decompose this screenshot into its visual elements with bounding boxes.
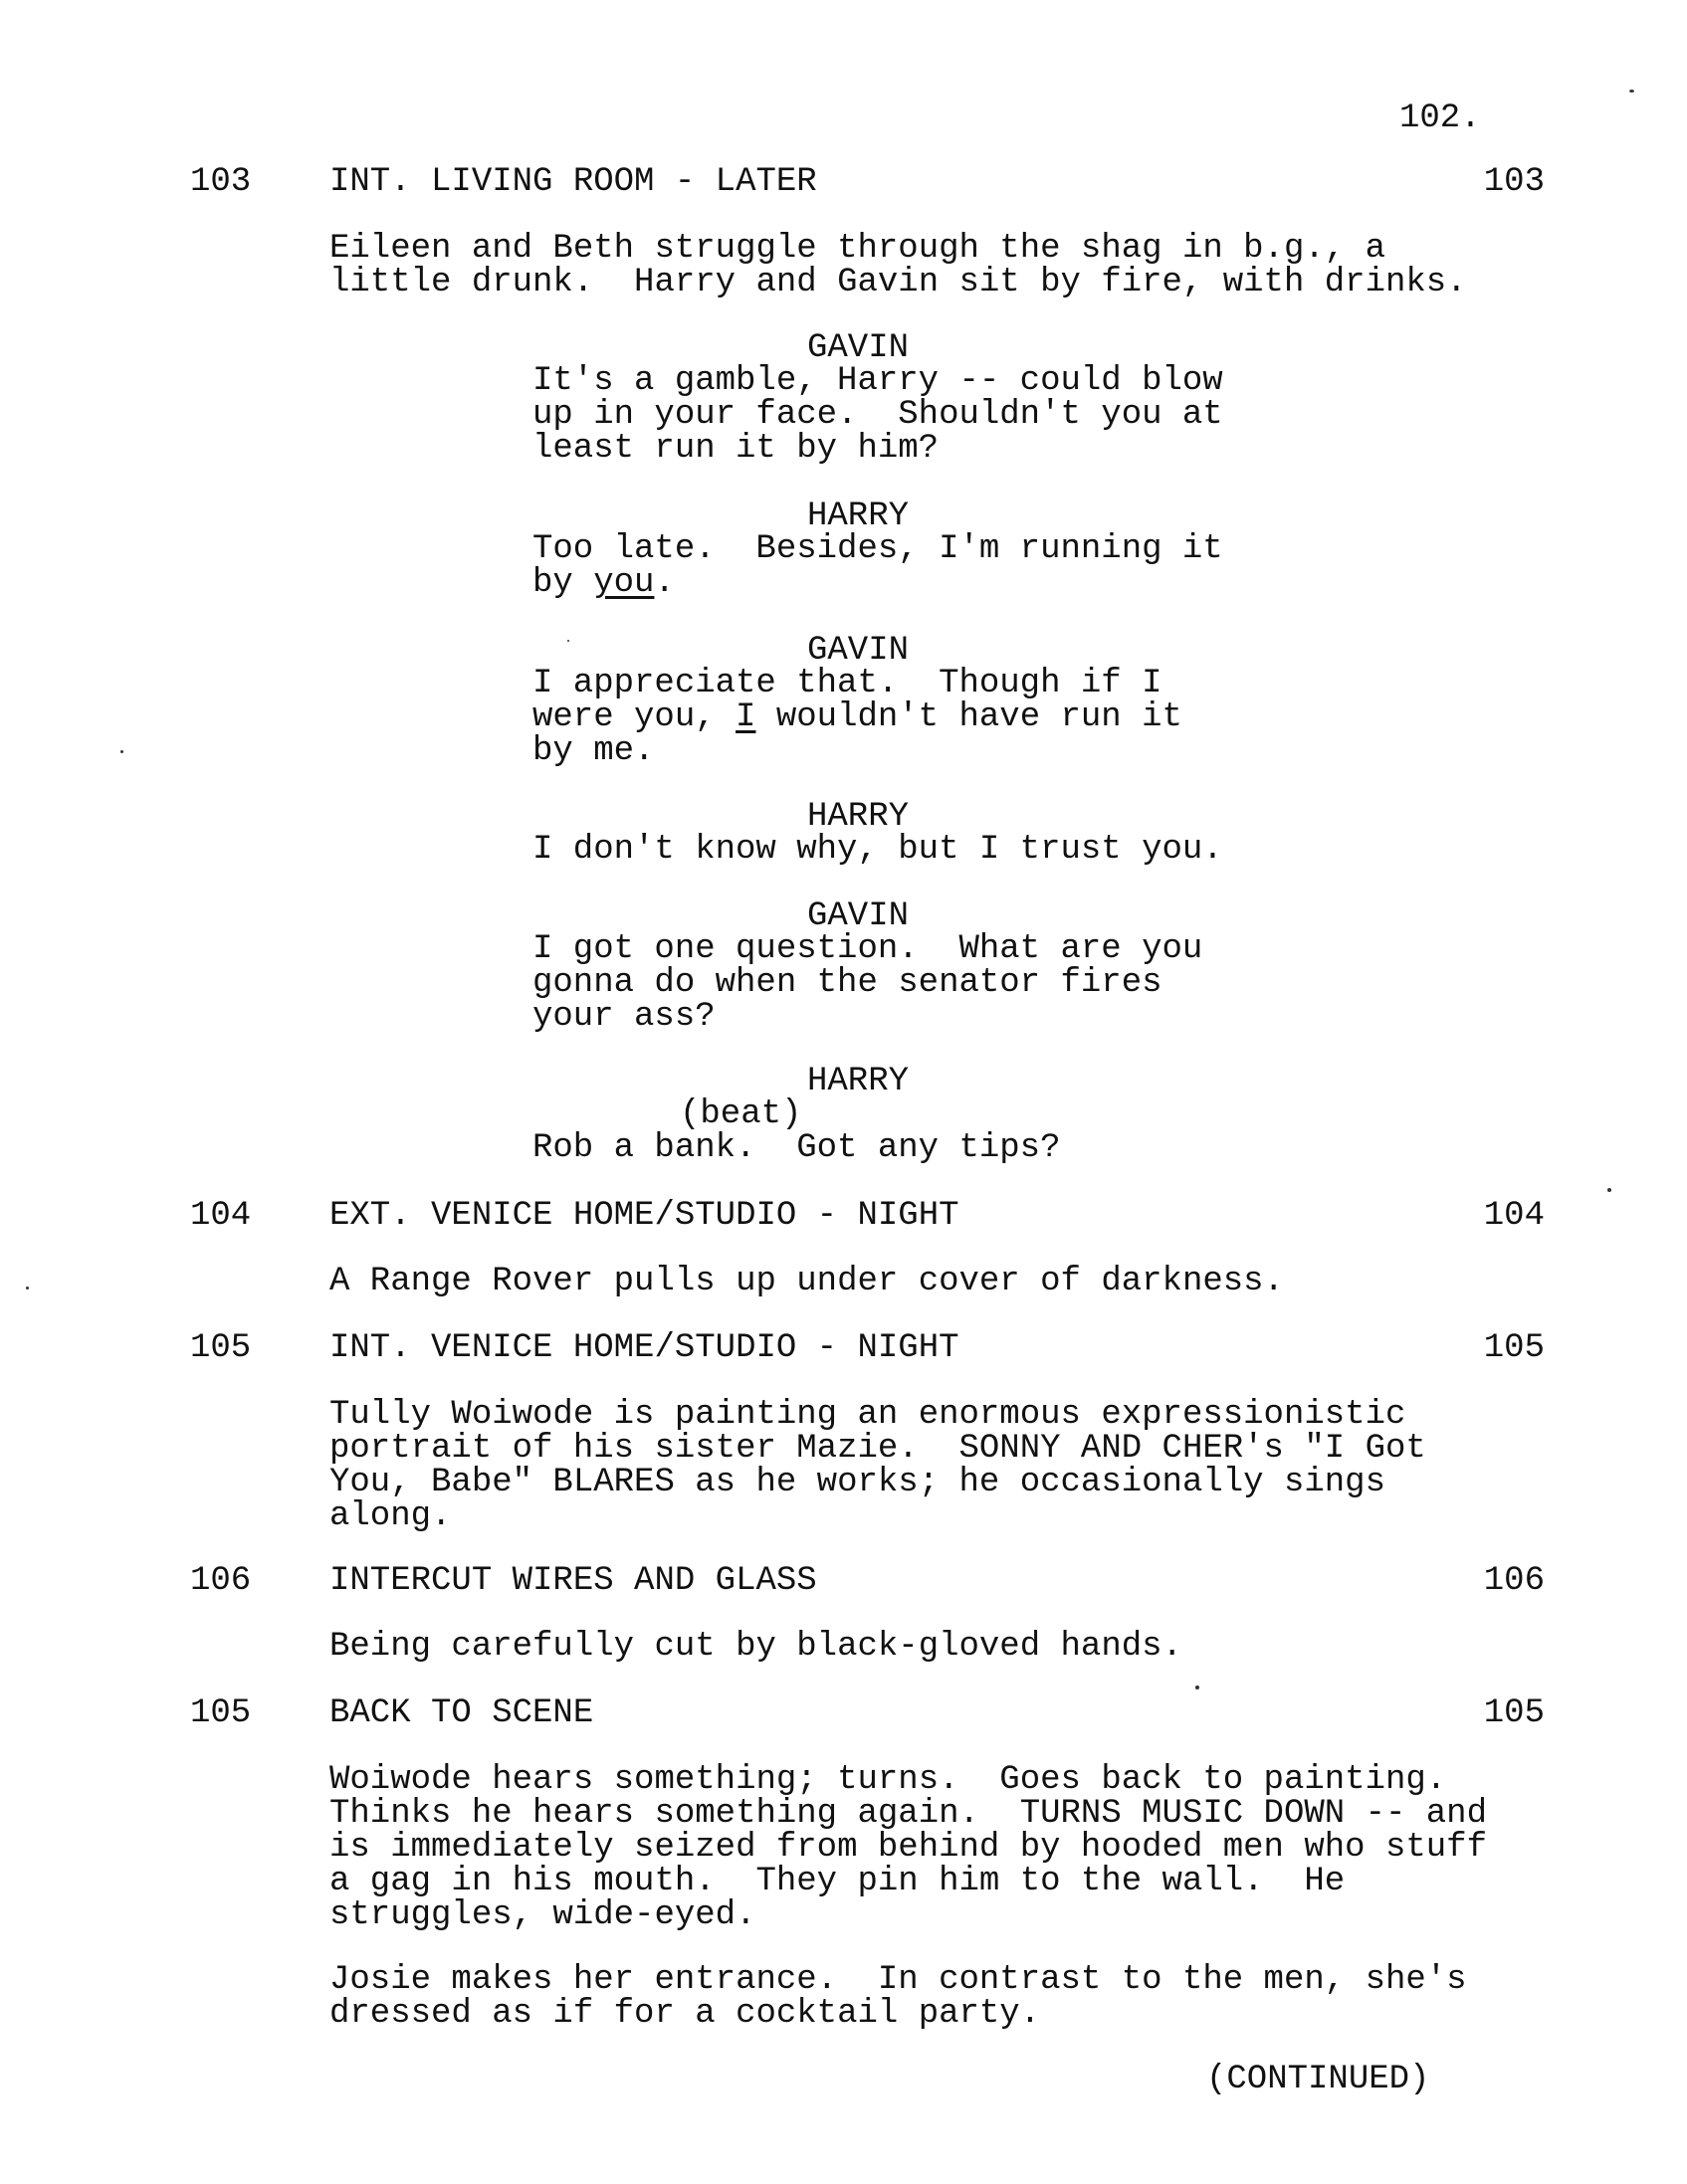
scene-heading: INTERCUT WIRES AND GLASS [329,1562,817,1600]
character-name: HARRY [807,798,910,836]
scan-speck [26,1287,29,1290]
scan-speck [1629,90,1634,93]
scene-number-left: 105 [190,1694,252,1732]
scene-number-left: 105 [190,1329,252,1367]
action-text: Tully Woiwode is painting an enormous expressionistic portrait of his sister Mazie. SONNY AND CHER's "I Got You, Babe" BLARES as he works; he occasionally sings along. [329,1396,1426,1535]
dialogue-text: I got one question. What are you gonna do when the senator fires your ass? [532,930,1203,1036]
scene-number-right: 103 [1483,163,1545,201]
scene-number-right: 105 [1483,1329,1545,1367]
character-name: HARRY [807,1063,910,1100]
dialogue-text: Too late. Besides, I'm running it by you. [532,530,1223,602]
scene-number-left: 104 [190,1197,252,1235]
character-name: GAVIN [807,632,910,670]
character-name: HARRY [807,497,910,535]
dialogue-text: I don't know why, but I trust you. [532,831,1223,869]
action-text: Being carefully cut by black-gloved hands. [329,1628,1182,1666]
parenthetical: (beat) [680,1095,802,1133]
dialogue-text: I appreciate that. Though if I were you, I wouldn't have run it by me. [532,665,1182,770]
character-name: GAVIN [807,329,910,367]
action-text: Eileen and Beth struggle through the shag in b.g., a little drunk. Harry and Gavin sit by fire, with drinks. [329,230,1467,301]
emphasis-text: you [593,564,655,602]
emphasis-text: I [736,698,756,736]
continued-marker: (CONTINUED) [1206,2061,1430,2098]
scene-number-right: 105 [1483,1694,1545,1732]
scene-number-left: 103 [190,163,252,201]
scene-heading: EXT. VENICE HOME/STUDIO - NIGHT [329,1197,959,1235]
page-number: 102. [1399,99,1481,137]
scene-heading: INT. LIVING ROOM - LATER [329,163,817,201]
scan-speck [567,640,569,642]
action-text: Josie makes her entrance. In contrast to the men, she's dressed as if for a cocktail party. [329,1961,1467,2033]
character-name: GAVIN [807,897,910,935]
dialogue-text: Rob a bank. Got any tips? [532,1129,1061,1167]
scan-speck [1607,1188,1611,1192]
dialogue-text: It's a gamble, Harry -- could blow up in your face. Shouldn't you at least run it by him? [532,362,1223,468]
scan-speck [1195,1686,1199,1689]
scene-number-left: 106 [190,1562,252,1600]
scan-speck [120,750,123,753]
scene-number-right: 104 [1483,1197,1545,1235]
action-text: Woiwode hears something; turns. Goes back to painting. Thinks he hears something again. TURNS MUSIC DOWN -- and is immediately seized from behind by hooded men who stuff a gag in his mouth. They pin him to the wall. He struggles, wide-eyed. [329,1761,1487,1934]
scene-number-right: 106 [1483,1562,1545,1600]
scene-heading: BACK TO SCENE [329,1694,594,1732]
action-text: A Range Rover pulls up under cover of darkness. [329,1263,1284,1300]
scene-heading: INT. VENICE HOME/STUDIO - NIGHT [329,1329,959,1367]
